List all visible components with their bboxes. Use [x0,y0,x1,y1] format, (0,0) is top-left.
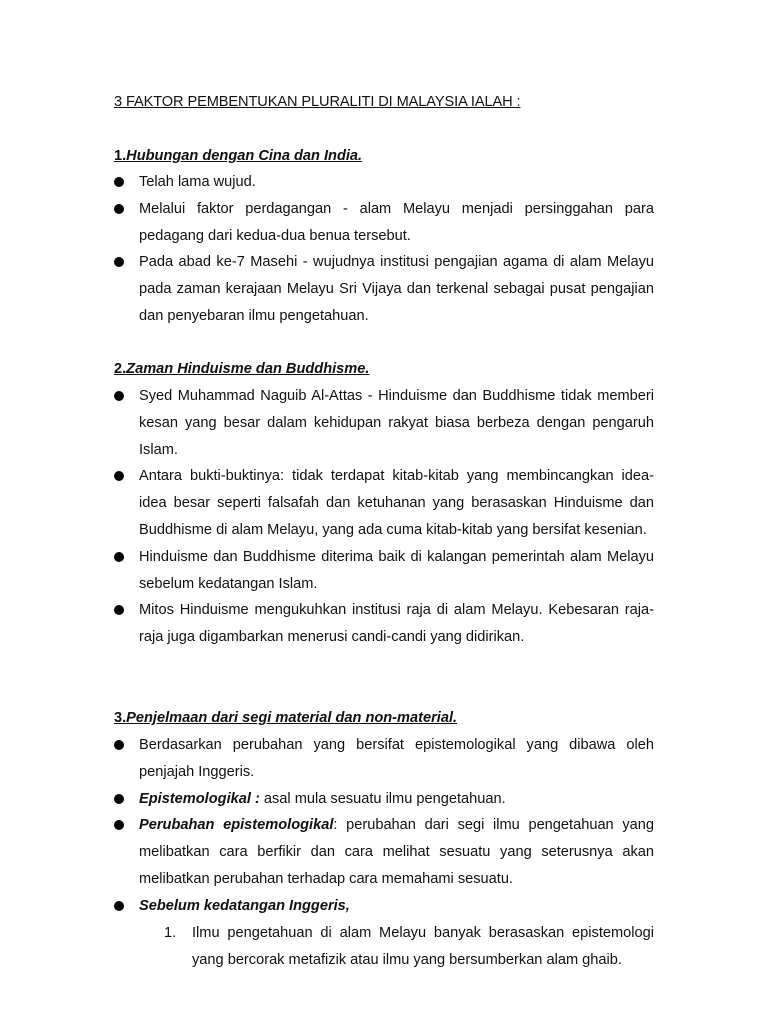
item-text: Mitos Hinduisme mengukuhkan institusi raja di alam Melayu. Kebesaran raja-raja juga digambarkan menerusi candi-candi yang didirikan. [139,602,654,646]
bullet-icon [114,740,124,750]
item-text: : perubahan dari segi ilmu pengetahuan yang melibatkan cara berfikir dan cara melihat sesuatu yang seterusnya akan melibatkan perubahan terhadap cara memahami sesuatu. [139,817,654,887]
list-item [114,893,654,920]
item-text: Ilmu pengetahuan di alam Melayu banyak berasaskan epistemologi yang bercorak metafizik atau ilmu yang bersumberkan alam ghaib. [192,925,654,968]
section-number: 3. [114,710,127,726]
list-item [114,169,654,196]
section-title: Hubungan dengan Cina dan India. [126,148,363,164]
item-bold-text: Epistemologikal : [139,790,260,807]
list-item [114,597,654,651]
bullet-icon [114,901,124,911]
list-item [114,786,654,813]
list-item [114,196,654,250]
section-title: Penjelmaan dari segi material dan non-material. [126,710,458,726]
section-2-heading [114,361,369,377]
bullet-icon [114,471,124,481]
section-number: 1. [114,148,127,164]
numbered-item [164,920,654,974]
item-text: Syed Muhammad Naguib Al-Attas - Hinduisme dan Buddhisme tidak memberi kesan yang besar dalam kehidupan rakyat biasa berbeza dengan pengaruh Islam. [139,388,654,458]
section-number: 2. [114,361,127,377]
section-1-list [114,169,654,330]
item-text: Hinduisme dan Buddhisme diterima baik di kalangan pemerintah alam Melayu sebelum kedatangan Islam. [139,548,654,592]
section-3-heading [114,710,457,726]
list-item [114,463,654,543]
item-number: 1. [164,925,177,941]
bullet-icon [114,820,124,830]
section-3-list [114,732,654,920]
section-title: Zaman Hinduisme dan Buddhisme. [126,361,370,377]
section-2-list [114,383,654,651]
page-title: 3 FAKTOR PEMBENTUKAN PLURALITI DI MALAYSIA IALAH : [114,94,521,110]
item-bold-text: Sebelum kedatangan Inggeris, [139,897,350,914]
section-1-heading [114,148,362,164]
bullet-icon [114,177,124,187]
bullet-icon [114,391,124,401]
item-text: Berdasarkan perubahan yang bersifat epistemologikal yang dibawa oleh penjajah Inggeris. [139,737,654,780]
item-text: Telah lama wujud. [139,174,256,190]
list-item [114,732,654,786]
list-item [114,812,654,892]
item-text: Antara bukti-buktinya: tidak terdapat kitab-kitab yang membincangkan idea-idea besar seperti falsafah dan ketuhanan yang berasaskan Hinduisme dan Buddhisme di alam Melayu, yang ada cuma kitab-kitab yang bersifat kesenian. [139,468,654,538]
bullet-icon [114,794,124,804]
bullet-icon [114,605,124,615]
list-item [114,383,654,463]
bullet-icon [114,204,124,214]
list-item [114,544,654,598]
bullet-icon [114,552,124,562]
item-text: asal mula sesuatu ilmu pengetahuan. [259,790,506,807]
item-bold-text: Perubahan epistemologikal [139,817,334,834]
item-text: Melalui faktor perdagangan - alam Melayu menjadi persinggahan para pedagang dari kedua-dua benua tersebut. [139,200,654,244]
section-3-numbered-list [164,920,654,974]
item-text: Pada abad ke-7 Masehi - wujudnya institusi pengajian agama di alam Melayu pada zaman kerajaan Melayu Sri Vijaya dan terkenal sebagai pusat pengajian dan penyebaran ilmu pengetahuan. [139,254,654,324]
bullet-icon [114,257,124,267]
list-item [114,249,654,329]
